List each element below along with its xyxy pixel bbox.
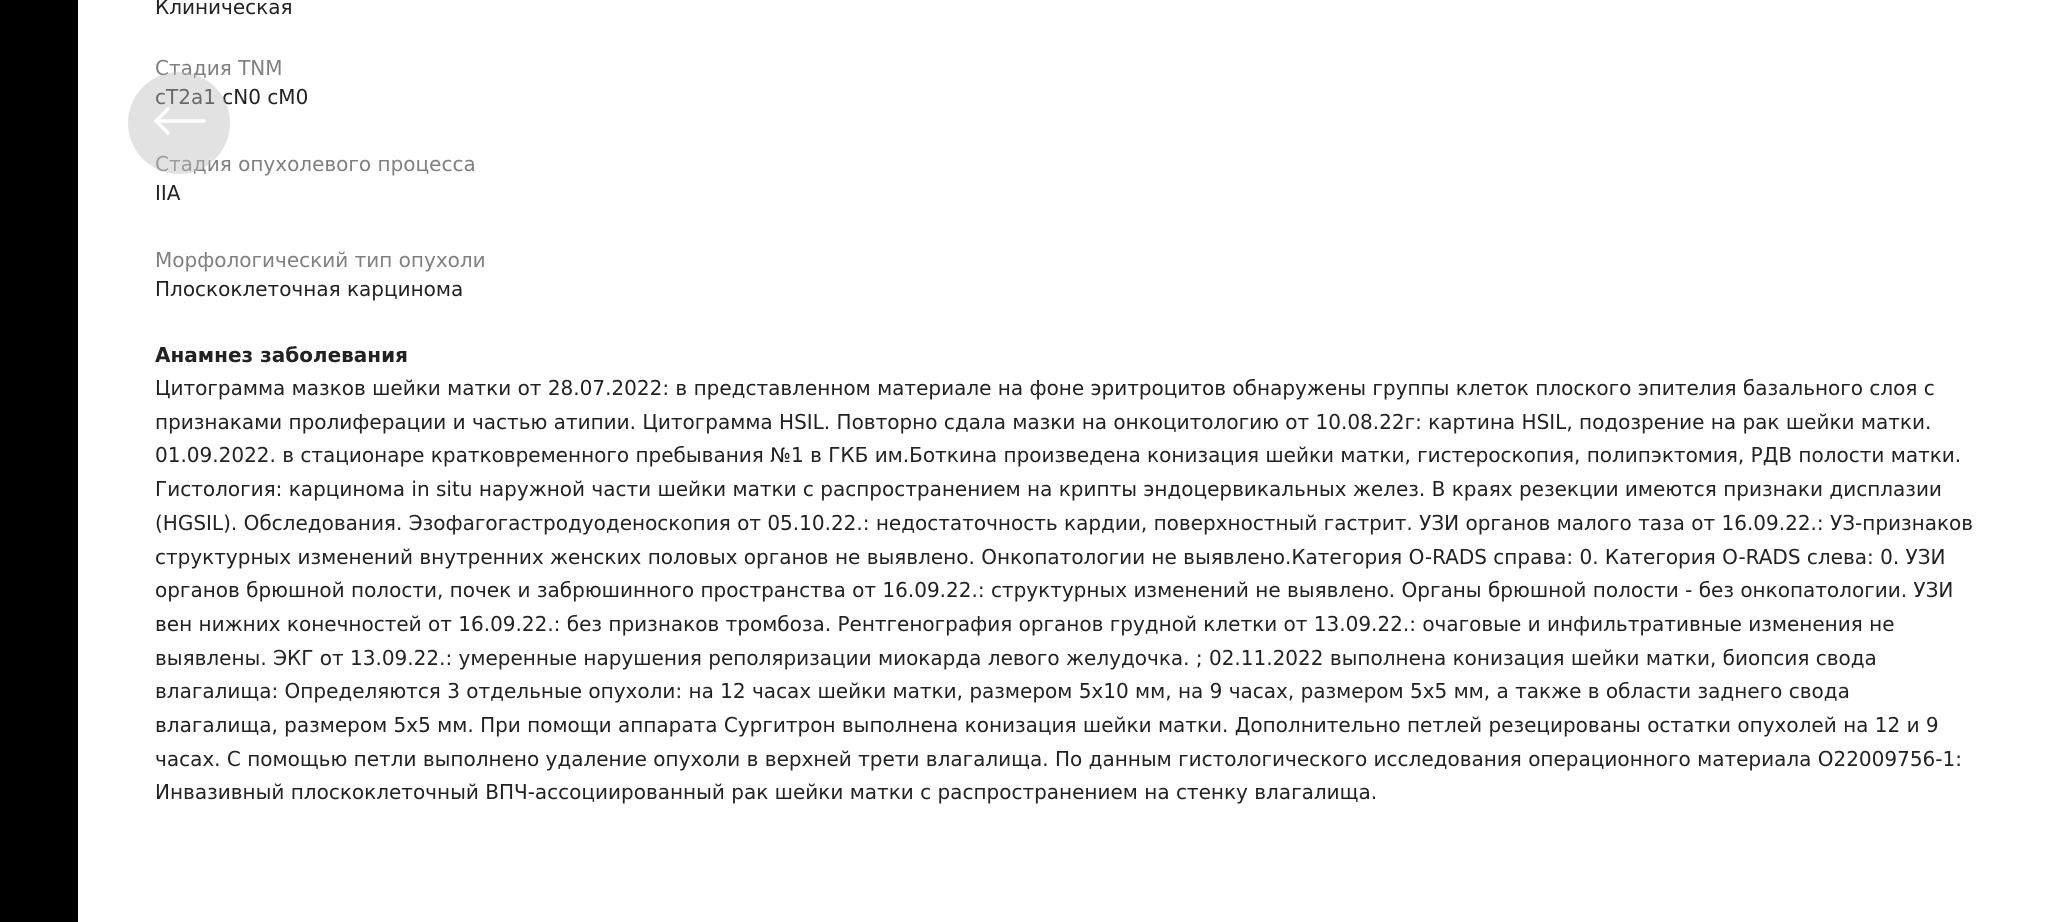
field-diagnosis-type (155, 0, 293, 22)
field-value: Клиническая (155, 0, 293, 19)
field-label: Морфологический тип опухоли (155, 248, 486, 272)
disease-history-text: Цитограмма мазков шейки матки от 28.07.2022: в представленном материале на фоне эритроцитов обнаружены группы клеток плоского эпителия базального слоя с признаками пролиферации и частью атипии. Цитограмма HSIL. Повторно сдала мазки на онкоцитологию от 10.08.22г: картина HSIL, подозрение на рак шейки матки. 01.09.2022. в стационаре кратковременного пребывания №1 в ГКБ им.Боткина произведена конизация шейки матки, гистероскопия, полипэктомия, РДВ полости матки. Гистология: карцинома in situ наружной части шейки матки с распространением на крипты эндоцервикальных желез. В краях резекции имеются признаки дисплазии (HGSIL). Обследования. Эзофагогастродуоденоскопия от 05.10.22.: недостаточность кардии, поверхностный гастрит. УЗИ органов малого таза от 16.09.22.: УЗ-признаков структурных изменений внутренних женских половых органов не выявлено. Онкопатологии не выявлено.Категория O-RADS справа: 0. Категория O-RADS слева: 0. УЗИ органов брюшной полости, почек и забрюшинного пространства от 16.09.22.: структурных изменений не выявлено. Органы брюшной полости - без онкопатологии. УЗИ вен нижних конечностей от 16.09.22.: без признаков тромбоза. Рентгенография органов грудной клетки от 13.09.22.: очаговые и инфильтративные изменения не выявлены. ЭКГ от 13.09.22.: умеренные нарушения реполяризации миокарда левого желудочка. ; 02.11.2022 выполнена конизация шейки матки, биопсия свода влагалища: Определяются 3 отдельные опухоли: на 12 часах шейки матки, размером 5х10 мм, на 9 часах, размером 5х5 мм, а также в области заднего свода влагалища, размером 5х5 мм. При помощи аппарата Сургитрон выполнена конизация шейки матки. Дополнительно петлей резецированы остатки опухолей на 12 и 9 часах. С помощью петли выполнено удаление опухоли в верхней трети влагалища. По данным гистологического исследования операционного материала O22009756-1: Инвазивный плоскоклеточный ВПЧ-ассоциированный рак шейки матки с распространением на стенку влагалища. (155, 376, 1974, 805)
field-label: Стадия TNM (155, 56, 283, 80)
field-value: Плоскоклеточная карцинома (155, 277, 464, 301)
field-value: cT2a1 cN0 cM0 (155, 85, 309, 109)
arrow-left-icon (152, 106, 206, 140)
field-label: Стадия опухолевого процесса (155, 152, 476, 176)
back-button[interactable] (128, 72, 230, 174)
disease-history-title: Анамнез заболевания (155, 343, 408, 367)
field-morphology-type (155, 246, 486, 304)
field-value: IIA (155, 181, 181, 205)
left-dark-panel (0, 0, 78, 922)
